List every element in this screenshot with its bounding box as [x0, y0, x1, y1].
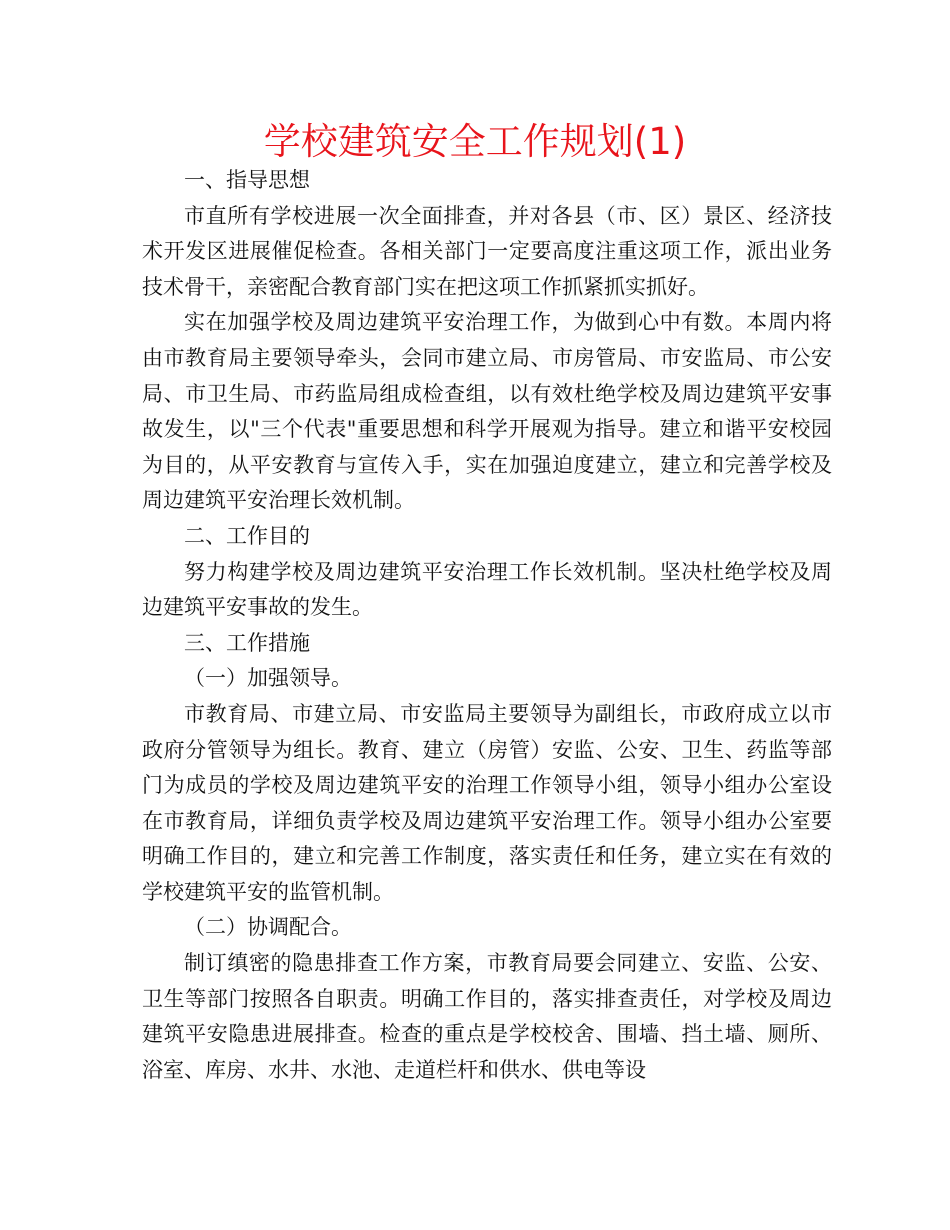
paragraph: 实在加强学校及周边建筑平安治理工作，为做到心中有数。本周内将由市教育局主要领导牵头，会同市建立局、市房管局、市安监局、市公安局、市卫生局、市药监局组成检查组，以有效杜绝学校及周边建筑平安事故发生，以"三个代表"重要思想和科学开展观为指导。建立和谐平安校园为目的，从平安教育与宣传入手，实在加强迫度建立，建立和完善学校及周边建筑平安治理长效机制。	[142, 310, 832, 513]
heading-work-goal: 二、工作目的	[184, 523, 310, 548]
paragraph: 市教育局、市建立局、市安监局主要领导为副组长，市政府成立以市政府分管领导为组长。教育、建立（房管）安监、公安、卫生、药监等部门为成员的学校及周边建筑平安的治理工作领导小组，领导小组办公室设在市教育局，详细负责学校及周边建筑平安治理工作。领导小组办公室要明确工作目的，建立和完善工作制度，落实责任和任务，建立实在有效的学校建筑平安的监管机制。	[142, 701, 832, 904]
subheading-coordination: （二）协调配合。	[184, 915, 352, 940]
paragraph: 努力构建学校及周边建筑平安治理工作长效机制。坚决杜绝学校及周边建筑平安事故的发生。	[142, 559, 832, 620]
paragraph: 市直所有学校进展一次全面排查，并对各县（市、区）景区、经济技术开发区进展催促检查。各相关部门一定要高度注重这项工作，派出业务技术骨干，亲密配合教育部门实在把这项工作抓紧抓实抓好。	[142, 203, 832, 299]
paragraph: 制订缜密的隐患排查工作方案，市教育局要会同建立、安监、公安、卫生等部门按照各自职责。明确工作目的，落实排查责任，对学校及周边建筑平安隐患进展排查。检查的重点是学校校舍、围墙、挡土墙、厕所、浴室、库房、水井、水池、走道栏杆和供水、供电等设	[142, 951, 832, 1082]
document-title: 学校建筑安全工作规划(1)	[263, 120, 687, 163]
heading-work-measures: 三、工作措施	[184, 630, 310, 655]
document-body	[142, 163, 832, 1088]
heading-guiding-thought: 一、指导思想	[184, 168, 310, 192]
subheading-strengthen-leadership: （一）加强领导。	[184, 666, 352, 691]
